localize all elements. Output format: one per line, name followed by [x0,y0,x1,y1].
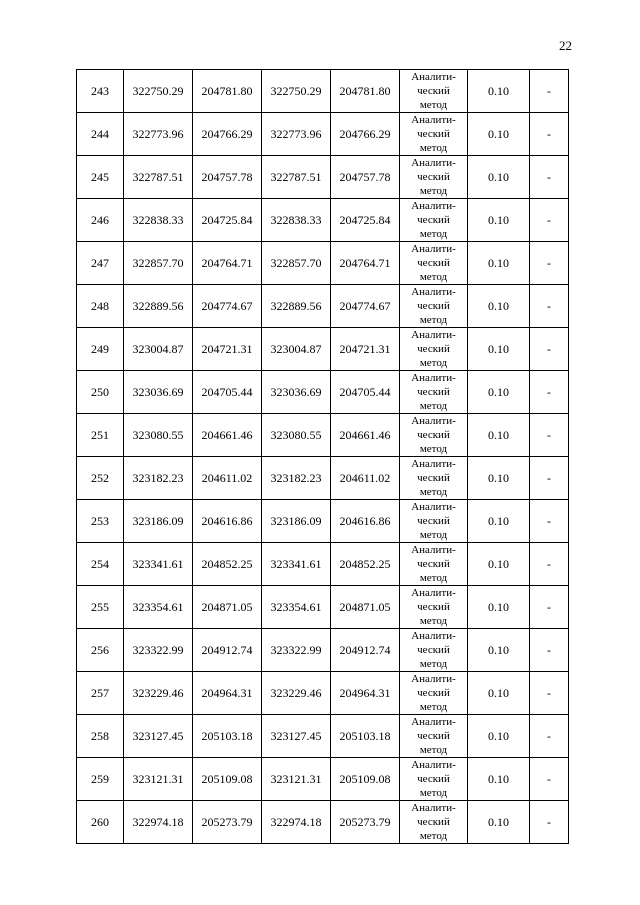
method-cell [400,242,468,285]
method-line: ческий [417,257,450,269]
method-cell [400,414,468,457]
x1-coordinate-cell: 323354.61 [124,586,193,629]
x2-coordinate-cell: 322773.96 [262,113,331,156]
y1-coordinate-cell: 204766.29 [193,113,262,156]
method-line: Аналити- [411,544,456,556]
y1-coordinate-cell: 205109.08 [193,758,262,801]
y1-coordinate-cell: 204661.46 [193,414,262,457]
table-row [77,242,569,285]
accuracy-cell: 0.10 [468,801,530,844]
method-cell [400,113,468,156]
accuracy-cell: 0.10 [468,457,530,500]
accuracy-cell: 0.10 [468,500,530,543]
x2-coordinate-cell: 323229.46 [262,672,331,715]
accuracy-cell: 0.10 [468,629,530,672]
note-cell: - [530,758,569,801]
x1-coordinate-cell: 323186.09 [124,500,193,543]
x1-coordinate-cell: 323121.31 [124,758,193,801]
y1-coordinate-cell: 204964.31 [193,672,262,715]
method-line: Аналити- [411,329,456,341]
y1-coordinate-cell: 205273.79 [193,801,262,844]
y2-coordinate-cell: 204616.86 [331,500,400,543]
x1-coordinate-cell: 322773.96 [124,113,193,156]
x2-coordinate-cell: 322838.33 [262,199,331,242]
method-line: метод [419,486,448,498]
x2-coordinate-cell: 323127.45 [262,715,331,758]
note-cell: - [530,586,569,629]
y2-coordinate-cell: 204774.67 [331,285,400,328]
y2-coordinate-cell: 205109.08 [331,758,400,801]
x1-coordinate-cell: 322857.70 [124,242,193,285]
point-number-cell: 246 [77,199,124,242]
accuracy-cell: 0.10 [468,113,530,156]
y2-coordinate-cell: 204661.46 [331,414,400,457]
y2-coordinate-cell: 204611.02 [331,457,400,500]
method-line: метод [419,99,448,111]
method-line: метод [419,400,448,412]
x2-coordinate-cell: 323354.61 [262,586,331,629]
x2-coordinate-cell: 322974.18 [262,801,331,844]
table-row [77,715,569,758]
table-row [77,70,569,113]
method-line: метод [419,615,448,627]
accuracy-cell: 0.10 [468,758,530,801]
method-line: метод [419,744,448,756]
method-line: ческий [417,558,450,570]
method-line: Аналити- [411,114,456,126]
y2-coordinate-cell: 205103.18 [331,715,400,758]
x1-coordinate-cell: 322974.18 [124,801,193,844]
point-number-cell: 259 [77,758,124,801]
x2-coordinate-cell: 323182.23 [262,457,331,500]
note-cell: - [530,113,569,156]
note-cell: - [530,543,569,586]
method-line: Аналити- [411,157,456,169]
method-cell [400,715,468,758]
method-line: Аналити- [411,415,456,427]
method-line: ческий [417,472,450,484]
table-row [77,758,569,801]
method-cell [400,500,468,543]
method-line: ческий [417,730,450,742]
method-line: Аналити- [411,630,456,642]
method-cell [400,672,468,715]
y1-coordinate-cell: 204871.05 [193,586,262,629]
method-line: ческий [417,515,450,527]
method-line: ческий [417,429,450,441]
method-cell [400,371,468,414]
point-number-cell: 257 [77,672,124,715]
method-line: метод [419,658,448,670]
point-number-cell: 248 [77,285,124,328]
x2-coordinate-cell: 323186.09 [262,500,331,543]
x1-coordinate-cell: 323080.55 [124,414,193,457]
point-number-cell: 244 [77,113,124,156]
method-line: метод [419,701,448,713]
y1-coordinate-cell: 204764.71 [193,242,262,285]
method-line: ческий [417,171,450,183]
x1-coordinate-cell: 323182.23 [124,457,193,500]
method-cell [400,629,468,672]
accuracy-cell: 0.10 [468,371,530,414]
note-cell: - [530,629,569,672]
method-line: Аналити- [411,372,456,384]
accuracy-cell: 0.10 [468,328,530,371]
method-line: метод [419,787,448,799]
x2-coordinate-cell: 323121.31 [262,758,331,801]
x2-coordinate-cell: 323341.61 [262,543,331,586]
y2-coordinate-cell: 204705.44 [331,371,400,414]
method-line: метод [419,142,448,154]
y2-coordinate-cell: 204871.05 [331,586,400,629]
method-line: ческий [417,128,450,140]
x2-coordinate-cell: 323322.99 [262,629,331,672]
y2-coordinate-cell: 204725.84 [331,199,400,242]
method-line: ческий [417,85,450,97]
y2-coordinate-cell: 204912.74 [331,629,400,672]
method-line: ческий [417,816,450,828]
y2-coordinate-cell: 204781.80 [331,70,400,113]
accuracy-cell: 0.10 [468,285,530,328]
y1-coordinate-cell: 204912.74 [193,629,262,672]
method-line: ческий [417,214,450,226]
point-number-cell: 251 [77,414,124,457]
method-cell [400,328,468,371]
x2-coordinate-cell: 322889.56 [262,285,331,328]
method-line: метод [419,529,448,541]
point-number-cell: 252 [77,457,124,500]
y2-coordinate-cell: 204757.78 [331,156,400,199]
method-line: Аналити- [411,71,456,83]
y2-coordinate-cell: 204766.29 [331,113,400,156]
method-line: Аналити- [411,759,456,771]
table-row [77,586,569,629]
y1-coordinate-cell: 204616.86 [193,500,262,543]
y2-coordinate-cell: 205273.79 [331,801,400,844]
accuracy-cell: 0.10 [468,199,530,242]
method-line: ческий [417,300,450,312]
point-number-cell: 258 [77,715,124,758]
y1-coordinate-cell: 204725.84 [193,199,262,242]
note-cell: - [530,500,569,543]
point-number-cell: 256 [77,629,124,672]
table-row [77,801,569,844]
x2-coordinate-cell: 323080.55 [262,414,331,457]
method-line: Аналити- [411,673,456,685]
method-line: метод [419,185,448,197]
table-row [77,199,569,242]
note-cell: - [530,70,569,113]
table-row [77,371,569,414]
table-row [77,500,569,543]
table-row [77,156,569,199]
note-cell: - [530,672,569,715]
table-body [77,70,569,844]
note-cell: - [530,328,569,371]
method-line: Аналити- [411,243,456,255]
y1-coordinate-cell: 204774.67 [193,285,262,328]
point-number-cell: 254 [77,543,124,586]
y2-coordinate-cell: 204852.25 [331,543,400,586]
y1-coordinate-cell: 204757.78 [193,156,262,199]
method-line: метод [419,314,448,326]
accuracy-cell: 0.10 [468,414,530,457]
x2-coordinate-cell: 322857.70 [262,242,331,285]
accuracy-cell: 0.10 [468,672,530,715]
x1-coordinate-cell: 323229.46 [124,672,193,715]
x1-coordinate-cell: 322889.56 [124,285,193,328]
method-line: метод [419,830,448,842]
method-cell [400,70,468,113]
note-cell: - [530,242,569,285]
point-number-cell: 249 [77,328,124,371]
accuracy-cell: 0.10 [468,156,530,199]
table-row [77,414,569,457]
method-cell [400,457,468,500]
method-line: ческий [417,687,450,699]
y1-coordinate-cell: 204611.02 [193,457,262,500]
accuracy-cell: 0.10 [468,242,530,285]
method-cell [400,586,468,629]
y2-coordinate-cell: 204721.31 [331,328,400,371]
y1-coordinate-cell: 205103.18 [193,715,262,758]
y1-coordinate-cell: 204781.80 [193,70,262,113]
note-cell: - [530,199,569,242]
x1-coordinate-cell: 322787.51 [124,156,193,199]
method-cell [400,543,468,586]
y1-coordinate-cell: 204721.31 [193,328,262,371]
method-line: ческий [417,773,450,785]
method-line: Аналити- [411,458,456,470]
method-line: Аналити- [411,501,456,513]
note-cell: - [530,285,569,328]
table-row [77,113,569,156]
note-cell: - [530,801,569,844]
method-line: Аналити- [411,802,456,814]
method-cell [400,801,468,844]
method-line: Аналити- [411,716,456,728]
point-number-cell: 243 [77,70,124,113]
table-row [77,672,569,715]
x1-coordinate-cell: 323036.69 [124,371,193,414]
method-cell [400,199,468,242]
method-line: Аналити- [411,200,456,212]
table-row [77,543,569,586]
method-line: метод [419,443,448,455]
method-line: Аналити- [411,587,456,599]
x2-coordinate-cell: 323004.87 [262,328,331,371]
method-cell [400,285,468,328]
y1-coordinate-cell: 204705.44 [193,371,262,414]
x2-coordinate-cell: 322787.51 [262,156,331,199]
method-line: метод [419,271,448,283]
method-cell [400,758,468,801]
x2-coordinate-cell: 323036.69 [262,371,331,414]
y1-coordinate-cell: 204852.25 [193,543,262,586]
method-line: ческий [417,644,450,656]
point-number-cell: 255 [77,586,124,629]
x1-coordinate-cell: 323322.99 [124,629,193,672]
point-number-cell: 250 [77,371,124,414]
method-line: Аналити- [411,286,456,298]
table-row [77,285,569,328]
x1-coordinate-cell: 323004.87 [124,328,193,371]
accuracy-cell: 0.10 [468,715,530,758]
method-line: метод [419,572,448,584]
method-line: ческий [417,343,450,355]
method-line: ческий [417,386,450,398]
method-line: ческий [417,601,450,613]
page-number: 22 [559,38,572,53]
point-number-cell: 245 [77,156,124,199]
x1-coordinate-cell: 323127.45 [124,715,193,758]
table-row [77,328,569,371]
point-number-cell: 253 [77,500,124,543]
accuracy-cell: 0.10 [468,70,530,113]
note-cell: - [530,156,569,199]
table-row [77,629,569,672]
method-line: метод [419,357,448,369]
method-line: метод [419,228,448,240]
note-cell: - [530,371,569,414]
x1-coordinate-cell: 323341.61 [124,543,193,586]
method-cell [400,156,468,199]
note-cell: - [530,414,569,457]
note-cell: - [530,715,569,758]
x2-coordinate-cell: 322750.29 [262,70,331,113]
note-cell: - [530,457,569,500]
y2-coordinate-cell: 204764.71 [331,242,400,285]
point-number-cell: 260 [77,801,124,844]
x1-coordinate-cell: 322838.33 [124,199,193,242]
accuracy-cell: 0.10 [468,543,530,586]
accuracy-cell: 0.10 [468,586,530,629]
x1-coordinate-cell: 322750.29 [124,70,193,113]
coordinates-table [76,69,569,844]
y2-coordinate-cell: 204964.31 [331,672,400,715]
point-number-cell: 247 [77,242,124,285]
table-row [77,457,569,500]
